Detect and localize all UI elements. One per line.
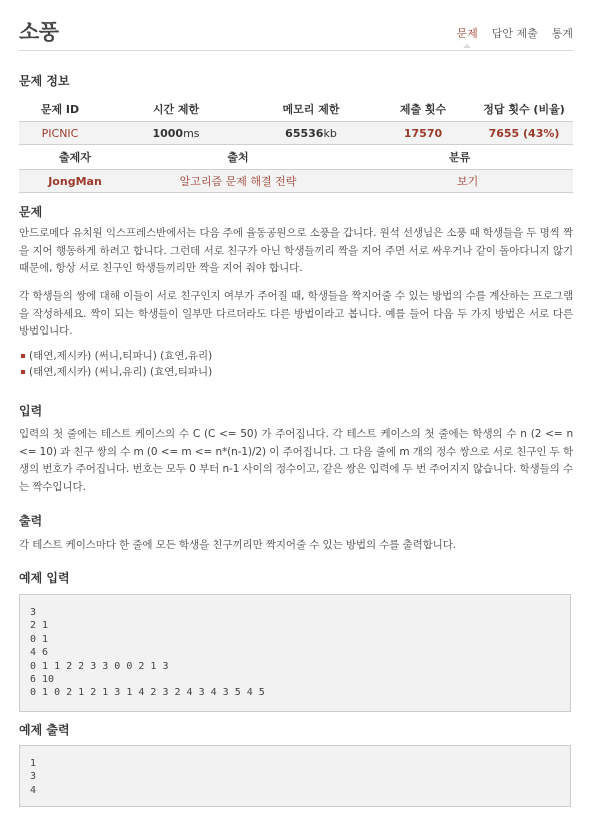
time-limit-unit: ms bbox=[183, 126, 200, 140]
category-toggle[interactable]: 보기 bbox=[345, 170, 573, 193]
info-table bbox=[19, 96, 573, 145]
problem-heading: 문제 bbox=[19, 205, 43, 219]
source-table bbox=[19, 144, 573, 193]
accepted-value: 7655 bbox=[488, 126, 520, 140]
tab-submit[interactable]: 답안 제출 bbox=[491, 27, 538, 40]
problem-paragraph-1: 안드로메다 유치원 익스프레스반에서는 다음 주에 율동공원으로 소풍을 갑니다. 원석 선생님은 소풍 때 학생들을 두 명씩 짝을 지어 행동하게 하려고 합니다. 그런데 서로 친구가 아닌 학생들끼리 짝을 지어 주면 서로 싸우거나 같이 돌아다니지 않기 때문에, 항상 서로 친구인 학생들끼리만 짝을 지어 줘야 합니다. bbox=[19, 227, 573, 274]
source-link[interactable]: 알고리즘 문제 해결 전략 bbox=[131, 170, 345, 193]
sample-input-heading: 예제 입력 bbox=[19, 571, 70, 585]
sample-output-heading: 예제 출력 bbox=[19, 723, 70, 737]
input-heading: 입력 bbox=[19, 404, 43, 418]
code-line: 0 1 bbox=[30, 633, 49, 645]
header-author: 출제자 bbox=[59, 150, 91, 164]
tab-problem[interactable]: 문제 bbox=[456, 27, 478, 40]
memory-limit-unit: kb bbox=[323, 126, 337, 140]
output-description: 각 테스트 케이스마다 한 줄에 모든 학생을 친구끼리만 짝지어줄 수 있는 방법의 수를 출력합니다. bbox=[19, 539, 457, 551]
header-memory-limit: 메모리 제한 bbox=[282, 102, 340, 116]
output-heading: 출력 bbox=[19, 514, 43, 528]
header-divider bbox=[19, 50, 573, 51]
sample-input-box[interactable] bbox=[19, 594, 571, 712]
code-line: 2 1 bbox=[30, 620, 49, 632]
problem-id: PICNIC bbox=[19, 122, 101, 145]
author-link[interactable]: JongMan bbox=[19, 170, 131, 193]
time-limit-value: 1000 bbox=[152, 126, 184, 140]
example-list bbox=[19, 348, 212, 380]
time-limit bbox=[101, 122, 251, 145]
code-line: 6 10 bbox=[30, 674, 55, 686]
code-line: 0 1 1 2 2 3 3 0 0 2 1 3 bbox=[30, 660, 169, 672]
code-line: 4 6 bbox=[30, 647, 49, 659]
list-item: (태연,제시카) (써니,유리) (효연,티파니) bbox=[19, 364, 212, 380]
memory-limit-value: 65536 bbox=[285, 126, 324, 140]
code-line: 3 bbox=[30, 771, 37, 783]
sample-output-box[interactable] bbox=[19, 745, 571, 807]
memory-limit bbox=[251, 122, 371, 145]
header-time-limit: 시간 제한 bbox=[152, 102, 200, 116]
header-submissions: 제출 횟수 bbox=[399, 102, 447, 116]
accepted-ratio: (43%) bbox=[523, 126, 560, 140]
header-problem-id: 문제 ID bbox=[40, 102, 80, 116]
tab-stats[interactable]: 통계 bbox=[551, 27, 573, 40]
page-title: 소풍 bbox=[19, 20, 59, 44]
info-heading: 문제 정보 bbox=[19, 74, 70, 88]
code-line: 1 bbox=[30, 758, 37, 769]
header-source: 출처 bbox=[227, 150, 249, 164]
problem-paragraph-2: 각 학생들의 쌍에 대해 이들이 서로 친구인지 여부가 주어질 때, 학생들을 짝지어줄 수 있는 방법의 수를 계산하는 프로그램을 작성하세요. 짝이 되는 학생들이 일부만 다르더라도 다른 방법이라고 봅니다. 예를 들어 다음 두 가지 방법은 서로 다른 방법입니다. bbox=[19, 290, 573, 337]
list-item: (태연,제시카) (써니,티파니) (효연,유리) bbox=[19, 348, 212, 364]
header-accepted: 정답 횟수 (비율) bbox=[483, 102, 565, 116]
code-line: 3 bbox=[30, 607, 37, 618]
accepted-count bbox=[475, 122, 573, 145]
code-line: 0 1 0 2 1 2 1 3 1 4 2 3 2 4 3 4 3 5 4 5 bbox=[30, 687, 265, 699]
input-description: 입력의 첫 줄에는 테스트 케이스의 수 C (C <= 50) 가 주어집니다. 각 테스트 케이스의 첫 줄에는 학생의 수 n (2 <= n <= 10) 과 친구 쌍의 수 m (0 <= m <= n*(n-1)/2) 이 주어집니다. 그 다음 줄에 m 개의 정수 쌍으로 서로 친구인 두 학생의 번호가 주어집니다. 번호는 모두 0 부터 n-1 사이의 정수이고, 같은 쌍은 입력에 두 번 주어지지 않습니다. 학생들의 수는 짝수입니다. bbox=[19, 428, 573, 493]
code-line: 4 bbox=[30, 784, 37, 796]
header-category: 분류 bbox=[449, 150, 471, 164]
submission-count: 17570 bbox=[371, 122, 475, 145]
tab-bar bbox=[456, 25, 573, 41]
